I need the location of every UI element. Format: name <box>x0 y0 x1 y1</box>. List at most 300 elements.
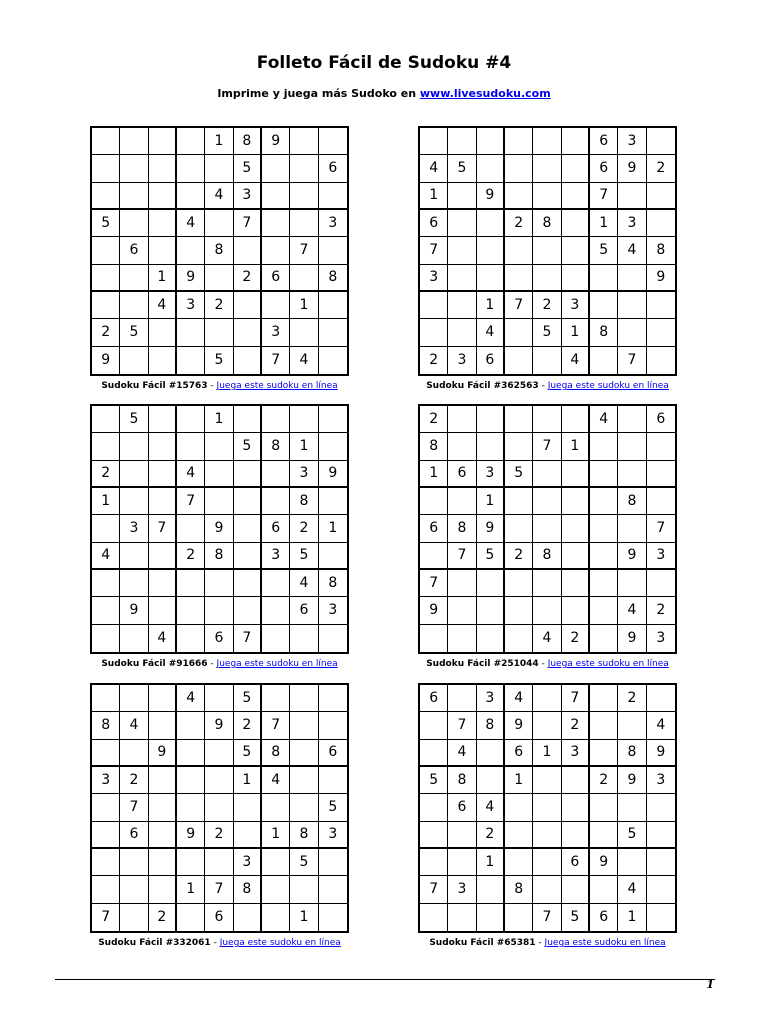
play-online-link[interactable]: Juega este sudoku en línea <box>547 381 669 391</box>
sudoku-cell <box>533 183 561 210</box>
sudoku-cell: 6 <box>205 625 233 652</box>
booklet-subtitle <box>0 87 768 100</box>
sudoku-cell: 1 <box>477 488 505 515</box>
sudoku-cell: 7 <box>92 904 120 931</box>
sudoku-cell <box>120 347 148 374</box>
sudoku-cell <box>590 570 618 597</box>
sudoku-cell <box>590 488 618 515</box>
sudoku-cell <box>319 406 347 433</box>
sudoku-cell: 5 <box>533 319 561 346</box>
sudoku-cell <box>92 685 120 712</box>
sudoku-cell <box>205 597 233 624</box>
sudoku-cell <box>92 515 120 542</box>
sudoku-cell <box>647 822 675 849</box>
sudoku-cell <box>262 488 290 515</box>
play-online-link[interactable]: Juega este sudoku en línea <box>219 938 341 948</box>
sudoku-cell: 9 <box>149 740 177 767</box>
sudoku-cell <box>590 265 618 292</box>
sudoku-cell <box>149 183 177 210</box>
sudoku-cell <box>618 461 646 488</box>
sudoku-cell <box>533 515 561 542</box>
sudoku-grid <box>90 683 349 933</box>
sudoku-cell <box>505 406 533 433</box>
sudoku-cell <box>290 183 318 210</box>
sudoku-cell <box>92 183 120 210</box>
sudoku-cell: 6 <box>290 597 318 624</box>
sudoku-cell <box>234 347 262 374</box>
sudoku-cell <box>234 461 262 488</box>
sudoku-cell <box>505 128 533 155</box>
sudoku-cell <box>448 406 476 433</box>
sudoku-cell <box>647 292 675 319</box>
sudoku-cell: 6 <box>262 515 290 542</box>
sudoku-cell: 8 <box>618 740 646 767</box>
sudoku-cell <box>505 433 533 460</box>
sudoku-cell <box>262 183 290 210</box>
sudoku-cell <box>177 155 205 182</box>
sudoku-cell <box>149 794 177 821</box>
sudoku-cell: 7 <box>448 543 476 570</box>
sudoku-grid <box>90 404 349 654</box>
sudoku-cell: 2 <box>420 406 448 433</box>
sudoku-cell: 3 <box>234 849 262 876</box>
sudoku-cell: 1 <box>618 904 646 931</box>
sudoku-cell <box>120 433 148 460</box>
sudoku-cell <box>505 904 533 931</box>
sudoku-cell <box>647 794 675 821</box>
sudoku-cell <box>590 712 618 739</box>
sudoku-cell <box>319 347 347 374</box>
sudoku-cell: 9 <box>92 347 120 374</box>
sudoku-cell: 7 <box>420 876 448 903</box>
sudoku-cell <box>618 183 646 210</box>
sudoku-cell: 3 <box>319 597 347 624</box>
sudoku-cell <box>319 904 347 931</box>
sudoku-cell: 6 <box>319 155 347 182</box>
sudoku-cell: 6 <box>420 515 448 542</box>
sudoku-cell: 8 <box>92 712 120 739</box>
sudoku-cell <box>177 570 205 597</box>
sudoku-cell: 7 <box>562 685 590 712</box>
sudoku-cell <box>590 597 618 624</box>
sudoku-cell: 1 <box>477 292 505 319</box>
sudoku-puzzle-5 <box>90 683 349 948</box>
sudoku-cell: 1 <box>562 433 590 460</box>
sudoku-cell: 3 <box>420 265 448 292</box>
sudoku-cell <box>234 794 262 821</box>
sudoku-cell: 8 <box>319 265 347 292</box>
sudoku-cell: 1 <box>149 265 177 292</box>
sudoku-cell <box>290 406 318 433</box>
sudoku-cell: 6 <box>262 265 290 292</box>
sudoku-cell: 8 <box>234 876 262 903</box>
sudoku-cell: 8 <box>448 515 476 542</box>
sudoku-cell <box>562 183 590 210</box>
sudoku-cell <box>262 155 290 182</box>
play-online-link[interactable]: Juega este sudoku en línea <box>544 938 666 948</box>
sudoku-grid <box>418 404 677 654</box>
sudoku-cell <box>562 155 590 182</box>
sudoku-cell <box>448 570 476 597</box>
sudoku-cell: 7 <box>505 292 533 319</box>
sudoku-cell <box>177 625 205 652</box>
sudoku-cell <box>262 794 290 821</box>
sudoku-cell: 3 <box>290 461 318 488</box>
sudoku-cell: 1 <box>205 128 233 155</box>
sudoku-cell: 3 <box>647 767 675 794</box>
sudoku-cell: 9 <box>477 515 505 542</box>
sudoku-cell: 8 <box>647 237 675 264</box>
sudoku-cell: 1 <box>205 406 233 433</box>
sudoku-cell <box>448 685 476 712</box>
sudoku-cell <box>420 712 448 739</box>
sudoku-cell <box>533 128 561 155</box>
sudoku-cell <box>590 433 618 460</box>
sudoku-cell <box>120 849 148 876</box>
puzzle-label: Sudoku Fácil #65381 <box>429 938 536 948</box>
sudoku-cell: 9 <box>618 767 646 794</box>
sudoku-cell <box>319 685 347 712</box>
sudoku-cell <box>92 570 120 597</box>
puzzle-caption <box>90 659 349 669</box>
sudoku-cell <box>647 319 675 346</box>
sudoku-cell: 4 <box>177 210 205 237</box>
sudoku-cell <box>448 625 476 652</box>
sudoku-cell <box>477 265 505 292</box>
sudoku-cell <box>420 128 448 155</box>
sudoku-cell <box>262 570 290 597</box>
sudoku-cell: 3 <box>262 543 290 570</box>
sudoku-cell: 3 <box>448 347 476 374</box>
sudoku-cell: 4 <box>177 685 205 712</box>
sudoku-cell: 1 <box>533 740 561 767</box>
sudoku-cell: 8 <box>533 543 561 570</box>
sudoku-cell: 2 <box>647 155 675 182</box>
sudoku-cell <box>477 433 505 460</box>
sudoku-cell <box>92 625 120 652</box>
sudoku-cell <box>120 292 148 319</box>
sudoku-cell: 4 <box>477 794 505 821</box>
sudoku-cell <box>590 292 618 319</box>
sudoku-cell <box>205 433 233 460</box>
sudoku-cell <box>590 515 618 542</box>
sudoku-cell <box>92 876 120 903</box>
sudoku-cell <box>477 210 505 237</box>
sudoku-cell <box>590 347 618 374</box>
sudoku-cell <box>149 767 177 794</box>
sudoku-cell <box>647 904 675 931</box>
sudoku-cell: 8 <box>319 570 347 597</box>
sudoku-cell <box>448 210 476 237</box>
sudoku-cell: 6 <box>647 406 675 433</box>
sudoku-cell <box>290 128 318 155</box>
sudoku-cell <box>420 319 448 346</box>
puzzle-caption <box>90 381 349 391</box>
sudoku-cell: 6 <box>505 740 533 767</box>
sudoku-cell: 4 <box>420 155 448 182</box>
sudoku-cell <box>205 319 233 346</box>
sudoku-cell: 7 <box>590 183 618 210</box>
sudoku-cell: 8 <box>262 740 290 767</box>
sudoku-cell <box>92 433 120 460</box>
sudoku-cell: 2 <box>618 685 646 712</box>
sudoku-cell: 2 <box>420 347 448 374</box>
sudoku-cell <box>420 794 448 821</box>
sudoku-cell: 4 <box>618 876 646 903</box>
sudoku-cell <box>647 433 675 460</box>
sudoku-cell <box>92 155 120 182</box>
sudoku-cell: 5 <box>234 155 262 182</box>
sudoku-cell: 8 <box>290 822 318 849</box>
sudoku-cell <box>120 625 148 652</box>
sudoku-cell: 9 <box>205 515 233 542</box>
sudoku-cell <box>319 543 347 570</box>
sudoku-cell <box>149 210 177 237</box>
sudoku-cell <box>234 543 262 570</box>
sudoku-cell <box>505 515 533 542</box>
sudoku-cell: 5 <box>420 767 448 794</box>
sudoku-cell <box>120 740 148 767</box>
sudoku-cell: 2 <box>505 210 533 237</box>
sudoku-cell <box>120 570 148 597</box>
sudoku-cell <box>477 767 505 794</box>
sudoku-cell: 7 <box>618 347 646 374</box>
sudoku-cell <box>562 128 590 155</box>
sudoku-cell <box>149 543 177 570</box>
sudoku-cell <box>562 597 590 624</box>
sudoku-cell: 1 <box>590 210 618 237</box>
sudoku-cell: 3 <box>562 740 590 767</box>
sudoku-cell <box>562 406 590 433</box>
sudoku-cell <box>533 767 561 794</box>
puzzle-label: Sudoku Fácil #251044 <box>426 659 539 669</box>
sudoku-cell <box>234 319 262 346</box>
sudoku-cell <box>618 265 646 292</box>
sudoku-cell: 3 <box>477 461 505 488</box>
sudoku-cell <box>477 740 505 767</box>
sudoku-cell <box>149 155 177 182</box>
sudoku-cell <box>290 210 318 237</box>
sudoku-cell <box>205 849 233 876</box>
sudoku-cell <box>590 543 618 570</box>
sudoku-cell <box>562 515 590 542</box>
puzzle-label: Sudoku Fácil #362563 <box>426 381 539 391</box>
sudoku-cell <box>262 904 290 931</box>
sudoku-cell: 9 <box>477 183 505 210</box>
site-link[interactable]: www.livesudoku.com <box>419 87 551 100</box>
sudoku-cell: 9 <box>420 597 448 624</box>
sudoku-cell: 2 <box>92 461 120 488</box>
sudoku-cell: 9 <box>647 740 675 767</box>
sudoku-cell <box>319 183 347 210</box>
sudoku-cell: 5 <box>319 794 347 821</box>
sudoku-cell <box>505 155 533 182</box>
sudoku-cell: 9 <box>647 265 675 292</box>
sudoku-cell: 7 <box>262 347 290 374</box>
sudoku-cell <box>618 292 646 319</box>
sudoku-cell <box>205 794 233 821</box>
sudoku-cell <box>319 849 347 876</box>
sudoku-cell <box>205 740 233 767</box>
sudoku-cell <box>590 794 618 821</box>
sudoku-cell: 1 <box>290 904 318 931</box>
sudoku-cell <box>262 461 290 488</box>
sudoku-cell: 6 <box>562 849 590 876</box>
sudoku-cell <box>562 570 590 597</box>
sudoku-cell: 2 <box>647 597 675 624</box>
sudoku-cell <box>590 876 618 903</box>
puzzle-caption <box>90 938 349 948</box>
sudoku-cell <box>205 570 233 597</box>
sudoku-cell <box>234 597 262 624</box>
sudoku-cell: 3 <box>562 292 590 319</box>
play-online-link[interactable]: Juega este sudoku en línea <box>547 659 669 669</box>
sudoku-cell <box>533 461 561 488</box>
sudoku-cell: 2 <box>562 625 590 652</box>
sudoku-cell <box>149 849 177 876</box>
sudoku-cell <box>290 767 318 794</box>
sudoku-cell: 8 <box>477 712 505 739</box>
sudoku-cell <box>448 597 476 624</box>
sudoku-cell: 8 <box>205 543 233 570</box>
sudoku-cell <box>290 319 318 346</box>
sudoku-cell <box>262 210 290 237</box>
sudoku-cell <box>262 597 290 624</box>
sudoku-cell: 4 <box>505 685 533 712</box>
sudoku-cell <box>92 849 120 876</box>
sudoku-cell <box>448 128 476 155</box>
sudoku-cell: 9 <box>618 155 646 182</box>
sudoku-cell <box>92 237 120 264</box>
sudoku-cell <box>590 625 618 652</box>
sudoku-cell <box>505 319 533 346</box>
sudoku-cell: 5 <box>618 822 646 849</box>
sudoku-cell <box>647 183 675 210</box>
sudoku-cell <box>420 625 448 652</box>
sudoku-cell: 2 <box>92 319 120 346</box>
sudoku-cell <box>533 406 561 433</box>
sudoku-cell: 3 <box>120 515 148 542</box>
sudoku-cell <box>533 794 561 821</box>
sudoku-cell <box>647 347 675 374</box>
sudoku-cell <box>533 347 561 374</box>
sudoku-cell: 5 <box>562 904 590 931</box>
sudoku-cell <box>262 685 290 712</box>
play-online-link[interactable]: Juega este sudoku en línea <box>216 381 338 391</box>
sudoku-cell <box>505 237 533 264</box>
sudoku-cell <box>205 461 233 488</box>
sudoku-cell: 4 <box>149 625 177 652</box>
sudoku-cell: 5 <box>120 319 148 346</box>
sudoku-cell: 4 <box>562 347 590 374</box>
sudoku-cell <box>234 904 262 931</box>
sudoku-cell <box>448 237 476 264</box>
sudoku-cell <box>448 319 476 346</box>
sudoku-cell: 3 <box>477 685 505 712</box>
caption-separator: - <box>207 381 217 391</box>
play-online-link[interactable]: Juega este sudoku en línea <box>216 659 338 669</box>
sudoku-cell <box>319 712 347 739</box>
sudoku-cell: 7 <box>533 904 561 931</box>
page-number: 1 <box>706 978 714 991</box>
sudoku-cell <box>234 292 262 319</box>
sudoku-cell: 3 <box>319 822 347 849</box>
sudoku-cell: 6 <box>477 347 505 374</box>
sudoku-cell <box>505 183 533 210</box>
sudoku-cell <box>177 794 205 821</box>
sudoku-cell: 3 <box>262 319 290 346</box>
sudoku-cell <box>290 740 318 767</box>
sudoku-cell <box>262 406 290 433</box>
sudoku-cell: 8 <box>590 319 618 346</box>
sudoku-cell <box>92 822 120 849</box>
sudoku-cell <box>149 876 177 903</box>
sudoku-cell <box>262 625 290 652</box>
sudoku-cell <box>448 488 476 515</box>
sudoku-cell: 6 <box>590 904 618 931</box>
sudoku-cell <box>562 237 590 264</box>
sudoku-cell <box>420 904 448 931</box>
sudoku-cell: 5 <box>234 433 262 460</box>
sudoku-cell <box>647 685 675 712</box>
sudoku-cell <box>177 406 205 433</box>
sudoku-cell <box>562 265 590 292</box>
sudoku-cell: 9 <box>120 597 148 624</box>
sudoku-cell <box>477 625 505 652</box>
sudoku-cell: 3 <box>319 210 347 237</box>
sudoku-cell: 7 <box>177 488 205 515</box>
sudoku-cell <box>420 849 448 876</box>
sudoku-cell: 8 <box>262 433 290 460</box>
sudoku-cell <box>177 740 205 767</box>
sudoku-cell <box>120 904 148 931</box>
sudoku-cell: 9 <box>618 543 646 570</box>
caption-separator: - <box>538 659 548 669</box>
sudoku-cell <box>562 822 590 849</box>
sudoku-cell: 1 <box>92 488 120 515</box>
sudoku-cell <box>319 767 347 794</box>
sudoku-cell: 1 <box>420 461 448 488</box>
sudoku-cell: 2 <box>477 822 505 849</box>
sudoku-cell <box>533 597 561 624</box>
sudoku-cell: 2 <box>205 292 233 319</box>
sudoku-cell <box>177 347 205 374</box>
sudoku-cell <box>92 597 120 624</box>
sudoku-cell: 4 <box>120 712 148 739</box>
sudoku-cell <box>533 822 561 849</box>
sudoku-cell: 9 <box>505 712 533 739</box>
sudoku-cell: 1 <box>234 767 262 794</box>
sudoku-cell <box>477 128 505 155</box>
sudoku-cell <box>120 210 148 237</box>
sudoku-cell <box>177 849 205 876</box>
sudoku-puzzle-1 <box>90 126 349 391</box>
sudoku-cell <box>533 488 561 515</box>
sudoku-cell <box>290 625 318 652</box>
sudoku-cell <box>92 265 120 292</box>
sudoku-cell: 5 <box>290 849 318 876</box>
sudoku-cell <box>177 515 205 542</box>
sudoku-cell: 8 <box>205 237 233 264</box>
sudoku-cell: 4 <box>177 461 205 488</box>
sudoku-cell: 3 <box>234 183 262 210</box>
sudoku-cell: 7 <box>647 515 675 542</box>
caption-separator: - <box>210 938 220 948</box>
sudoku-cell: 7 <box>290 237 318 264</box>
sudoku-cell: 1 <box>290 433 318 460</box>
sudoku-cell <box>120 265 148 292</box>
sudoku-cell <box>448 292 476 319</box>
